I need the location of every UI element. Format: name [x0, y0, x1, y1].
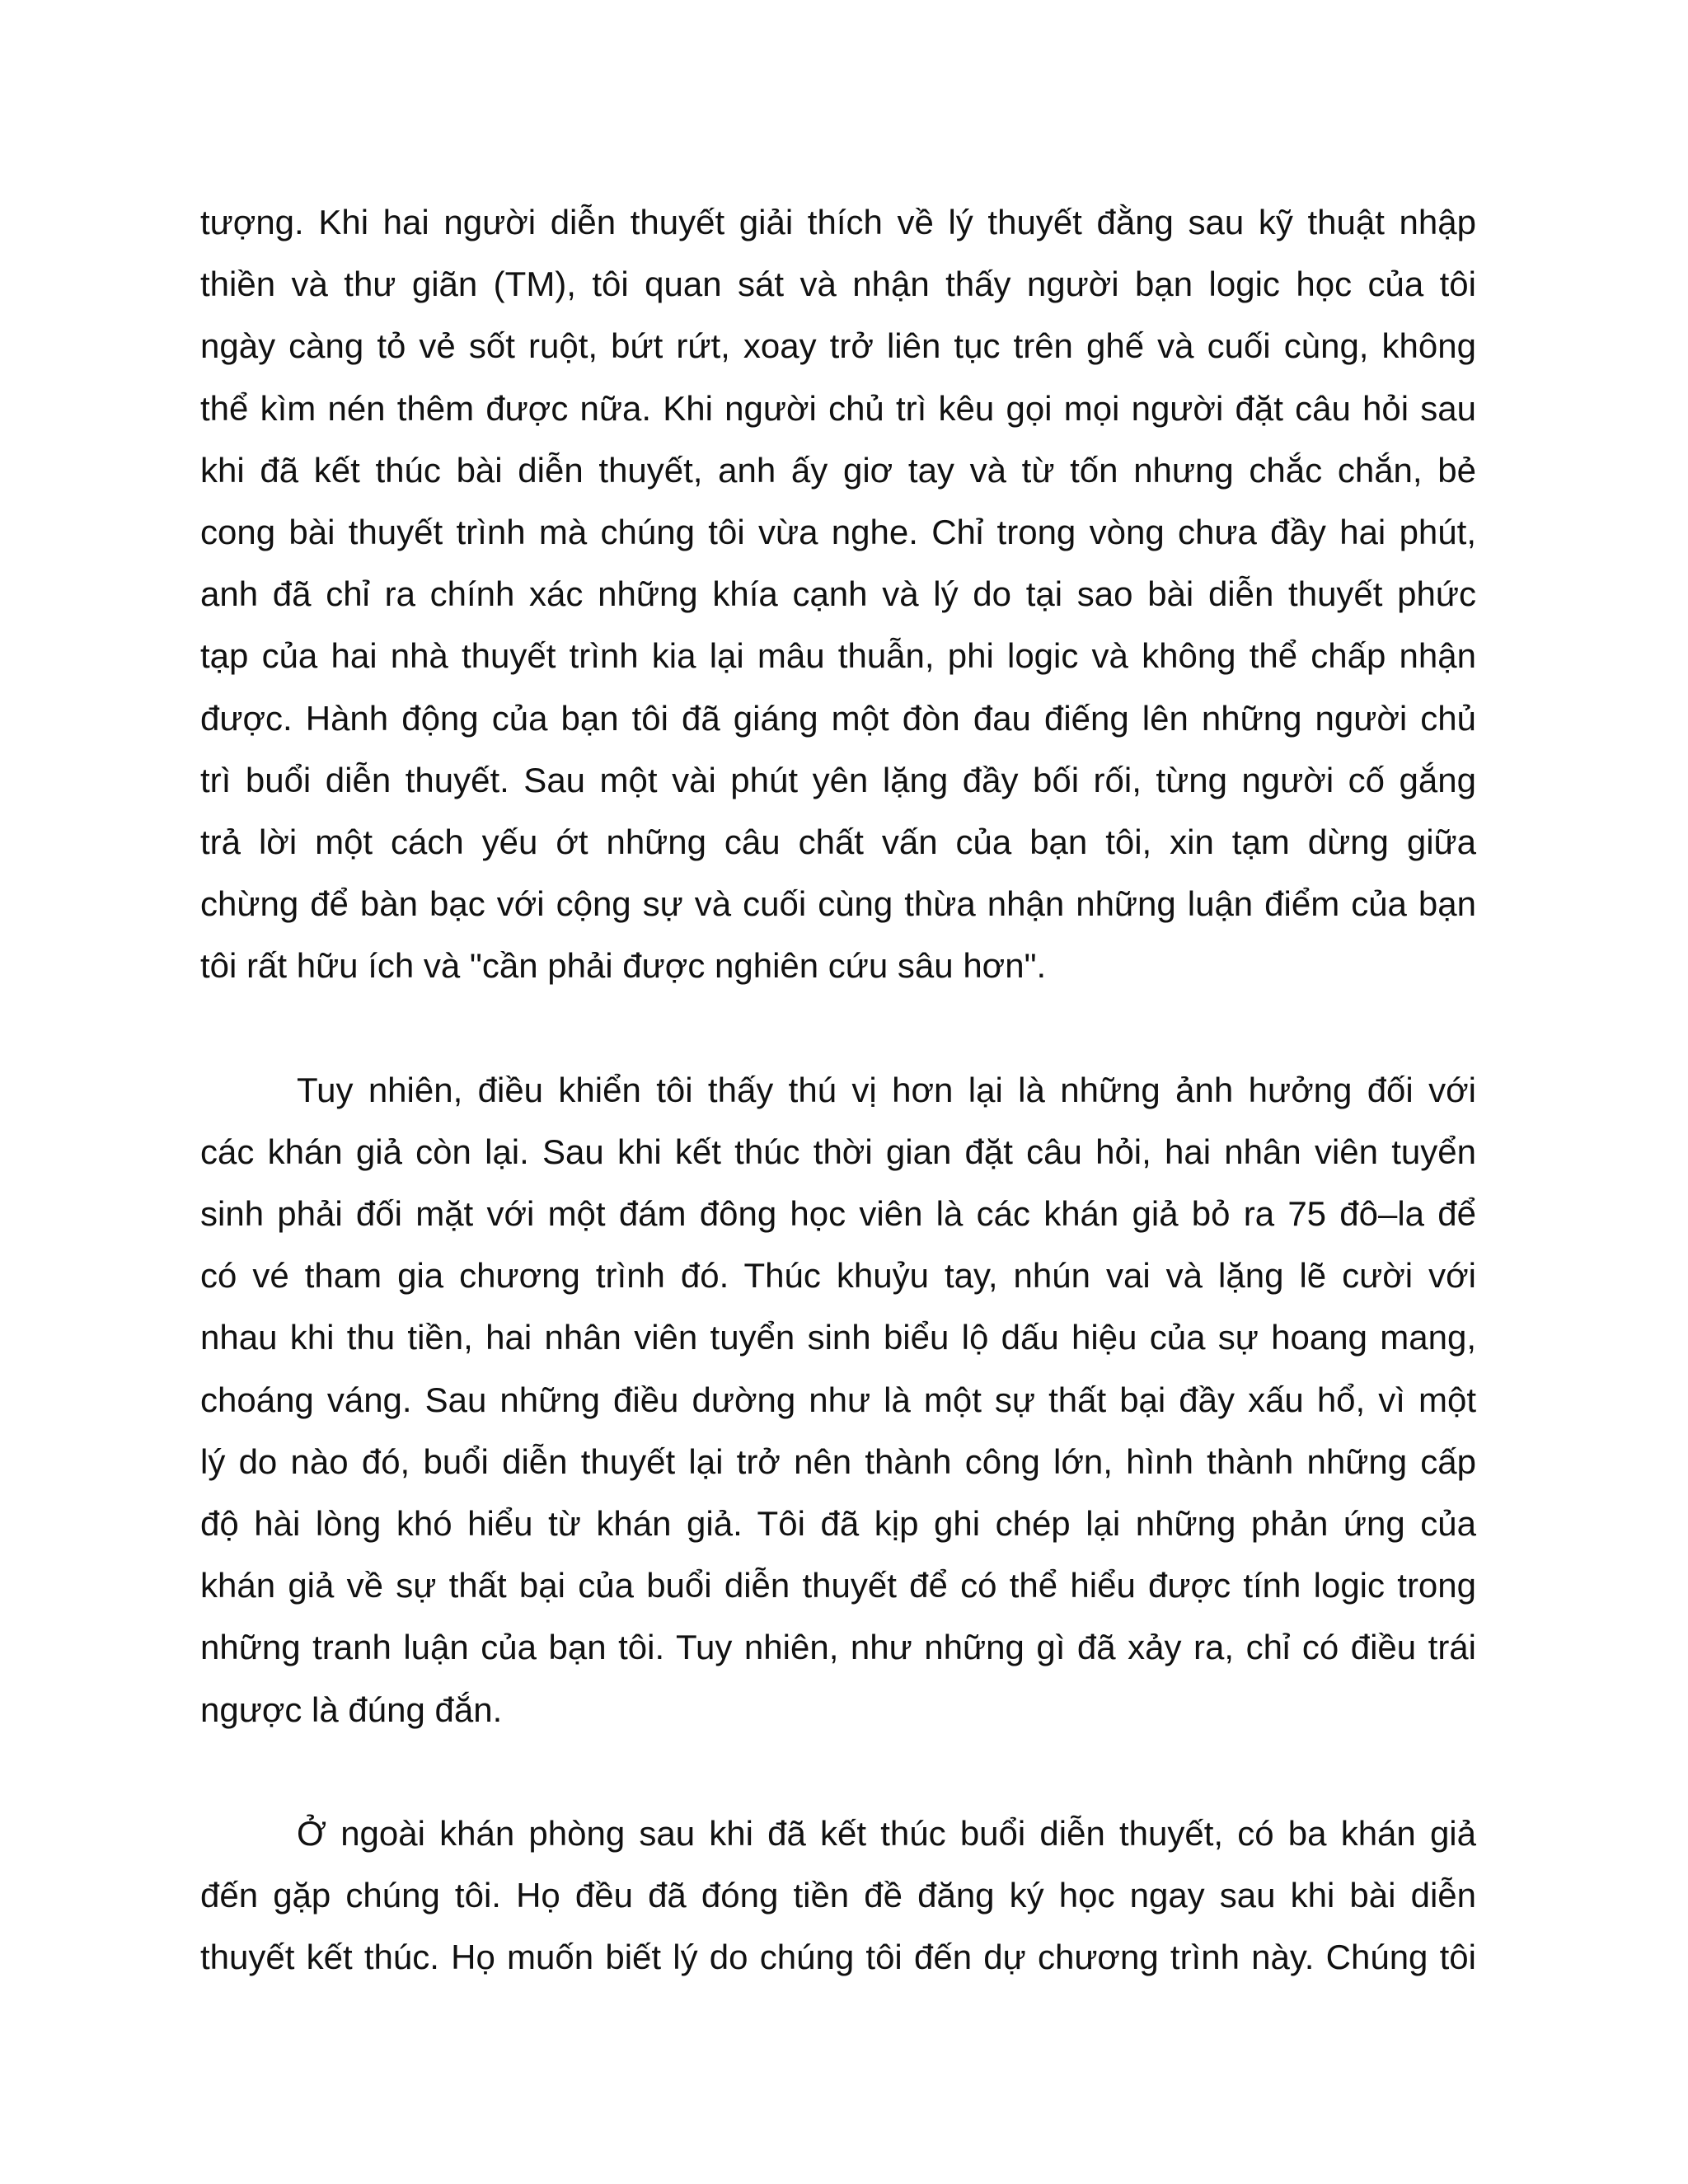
text-line: trả lời một cách yếu ớt những câu chất vấn của bạn tôi, xin tạm dừng giữa: [200, 823, 1476, 862]
text-line: Ở ngoài khán phòng sau khi đã kết thúc buổi diễn thuyết, có ba khán giả: [297, 1813, 1476, 1853]
text-line: khi đã kết thúc bài diễn thuyết, anh ấy giơ tay và từ tốn nhưng chắc chắn, bẻ: [200, 450, 1476, 490]
text-line: tạp của hai nhà thuyết trình kia lại mâu thuẫn, phi logic và không thể chấp nhận: [200, 636, 1476, 676]
text-line: Tuy nhiên, điều khiển tôi thấy thú vị hơn lại là những ảnh hưởng đối với: [297, 1070, 1476, 1109]
text-line: ngày càng tỏ vẻ sốt ruột, bứt rứt, xoay trở liên tục trên ghế và cuối cùng, không: [200, 326, 1476, 366]
text-line: chừng để bàn bạc với cộng sự và cuối cùng thừa nhận những luận điểm của bạn: [200, 884, 1476, 924]
text-line: đến gặp chúng tôi. Họ đều đã đóng tiền đề đăng ký học ngay sau khi bài diễn: [200, 1876, 1476, 1915]
text-line: các khán giả còn lại. Sau khi kết thúc thời gian đặt câu hỏi, hai nhân viên tuyển: [200, 1132, 1476, 1171]
paragraph-1: [200, 191, 1476, 997]
text-line: tượng. Khi hai người diễn thuyết giải thích về lý thuyết đằng sau kỹ thuật nhập: [200, 203, 1476, 241]
text-line: những tranh luận của bạn tôi. Tuy nhiên, như những gì đã xảy ra, chỉ có điều trái: [200, 1628, 1476, 1667]
body-text: [200, 191, 1476, 1988]
paragraph-2: [200, 1059, 1476, 1741]
text-line: lý do nào đó, buổi diễn thuyết lại trở nên thành công lớn, hình thành những cấp: [200, 1441, 1476, 1481]
text-line: độ hài lòng khó hiểu từ khán giả. Tôi đã kịp ghi chép lại những phản ứng của: [200, 1504, 1476, 1544]
text-line: thuyết kết thúc. Họ muốn biết lý do chúng tôi đến dự chương trình này. Chúng tôi: [200, 1938, 1476, 1977]
text-line: choáng váng. Sau những điều dường như là một sự thất bại đầy xấu hổ, vì một: [200, 1380, 1476, 1419]
text-line: sinh phải đối mặt với một đám đông học viên là các khán giả bỏ ra 75 đô–la để: [200, 1194, 1476, 1234]
text-line: thể kìm nén thêm được nữa. Khi người chủ trì kêu gọi mọi người đặt câu hỏi sau: [200, 388, 1476, 428]
text-line: nhau khi thu tiền, hai nhân viên tuyển sinh biểu lộ dấu hiệu của sự hoang mang,: [200, 1318, 1476, 1357]
text-line: trì buổi diễn thuyết. Sau một vài phút yên lặng đầy bối rối, từng người cố gắng: [200, 760, 1476, 799]
paragraph-3: [200, 1802, 1476, 1989]
text-line: được. Hành động của bạn tôi đã giáng một đòn đau điếng lên những người chủ: [200, 698, 1476, 738]
text-line: ngược là đúng đắn.: [200, 1690, 503, 1729]
text-line: cong bài thuyết trình mà chúng tôi vừa nghe. Chỉ trong vòng chưa đầy hai phút,: [200, 513, 1476, 552]
text-line: tôi rất hữu ích và "cần phải được nghiên cứu sâu hơn".: [200, 946, 1047, 986]
text-line: khán giả về sự thất bại của buổi diễn thuyết để có thể hiểu được tính logic trong: [200, 1566, 1476, 1605]
text-line: anh đã chỉ ra chính xác những khía cạnh và lý do tại sao bài diễn thuyết phức: [200, 574, 1476, 614]
text-line: có vé tham gia chương trình đó. Thúc khuỷu tay, nhún vai và lặng lẽ cười với: [200, 1256, 1476, 1296]
text-line: thiền và thư giãn (TM), tôi quan sát và nhận thấy người bạn logic học của tôi: [200, 265, 1476, 304]
